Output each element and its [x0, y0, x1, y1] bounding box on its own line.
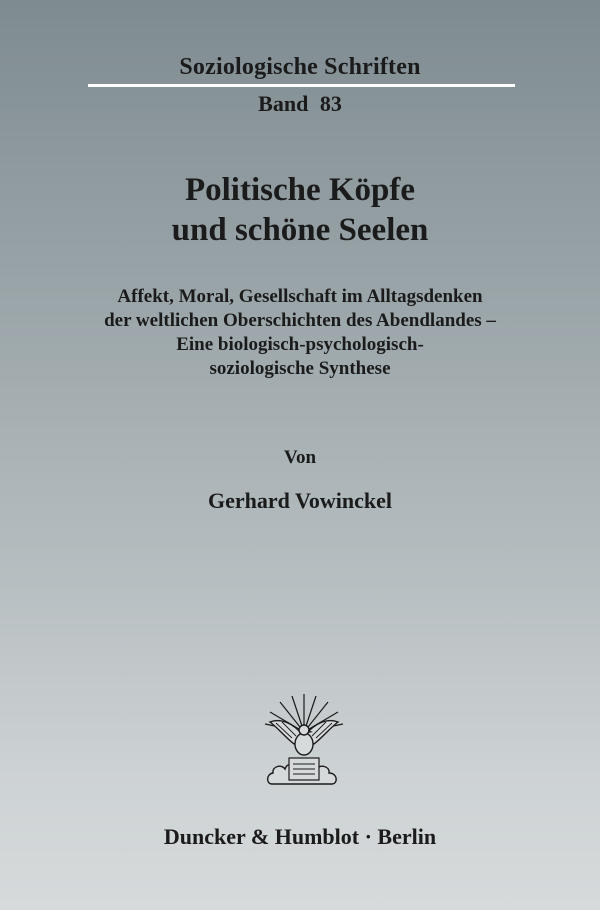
series-name: Soziologische Schriften	[179, 54, 421, 80]
subtitle-line-4: soziologische Synthese	[209, 358, 391, 379]
title-line-2: und schöne Seelen	[171, 212, 429, 248]
eagle-emblem-icon	[262, 692, 346, 792]
subtitle-line-1: Affekt, Moral, Gesellschaft im Alltagsdenken	[117, 286, 483, 307]
volume-number: Band 83	[258, 91, 342, 116]
title-line-1: Politische Köpfe	[184, 172, 416, 208]
byline: Von	[283, 447, 317, 468]
subtitle-line-3: Eine biologisch-psychologisch-	[176, 334, 424, 355]
book-title	[0, 170, 600, 250]
book-subtitle	[0, 285, 600, 381]
subtitle-line-2: der weltlichen Oberschichten des Abendlandes –	[104, 310, 496, 331]
author-name: Gerhard Vowinckel	[208, 488, 392, 513]
divider-rule	[88, 84, 515, 87]
publisher-name: Duncker & Humblot · Berlin	[163, 824, 437, 849]
